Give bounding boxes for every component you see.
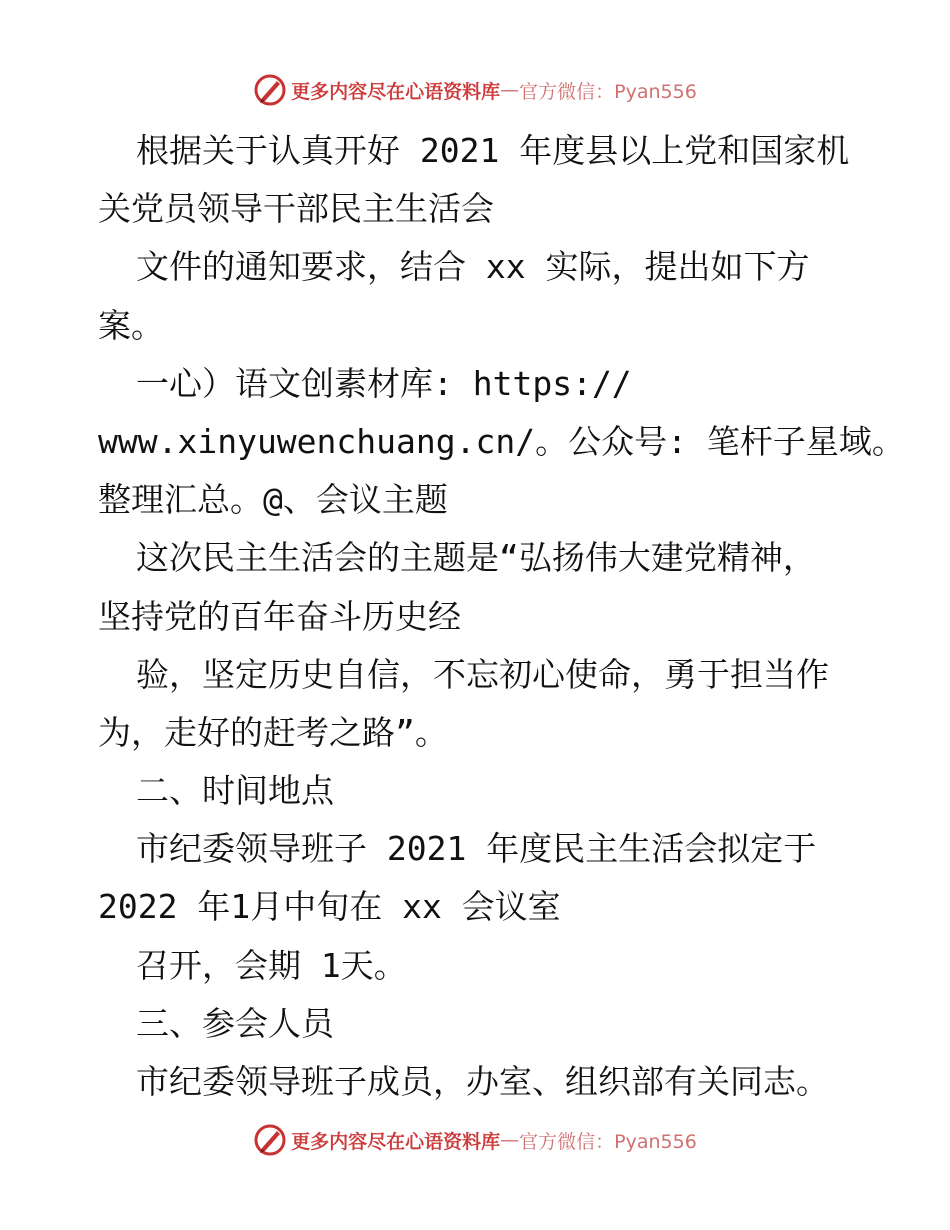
pen-logo-icon bbox=[253, 73, 287, 107]
banner-slogan: 更多内容尽在心语资料库 bbox=[291, 1130, 501, 1153]
header-watermark-banner bbox=[0, 70, 950, 110]
document-body bbox=[98, 122, 905, 1111]
text-line: 召开，会期 1天。 bbox=[136, 945, 407, 985]
text-line: 根据关于认真开好 2021 年度县以上党和国家机 bbox=[136, 131, 850, 170]
banner-contact: 官方微信：Pyan556 bbox=[519, 1130, 697, 1153]
footer-watermark-banner bbox=[0, 1120, 950, 1160]
text-line: 2022 年1月中旬在 xx 会议室 bbox=[98, 887, 561, 927]
text-line: 验，坚定历史自信，不忘初心使命，勇于担当作 bbox=[136, 654, 829, 694]
text-line: 文件的通知要求，结合 xx 实际，提出如下方 bbox=[136, 247, 810, 287]
pen-logo-icon bbox=[253, 1123, 287, 1157]
text-line: 市纪委领导班子 2021 年度民主生活会拟定于 bbox=[136, 829, 817, 869]
text-line: 市纪委领导班子成员，办室、组织部有关同志。 bbox=[136, 1062, 829, 1101]
text-line: 一心）语文创素材库: https:// bbox=[136, 363, 632, 403]
text-line: 为，走好的赶考之路”。 bbox=[98, 712, 448, 752]
text-line: 坚持党的百年奋斗历史经 bbox=[98, 596, 461, 636]
text-line: www.xinyuwenchuang.cn/。公众号: 笔杆子星域。 bbox=[98, 421, 905, 461]
text-line: 整理汇总。@、会议主题 bbox=[98, 480, 448, 520]
banner-dash: — bbox=[500, 1129, 520, 1151]
banner-slogan: 更多内容尽在心语资料库 bbox=[291, 80, 501, 103]
text-line: 案。 bbox=[98, 305, 164, 345]
banner-dash: — bbox=[500, 79, 520, 101]
text-line: 关党员领导干部民主生活会 bbox=[98, 189, 494, 229]
section-heading: 三、参会人员 bbox=[136, 1003, 334, 1043]
banner-contact: 官方微信：Pyan556 bbox=[519, 80, 697, 103]
text-line: 这次民主生活会的主题是“弘扬伟大建党精神， bbox=[136, 538, 816, 578]
section-heading: 二、时间地点 bbox=[136, 771, 334, 811]
